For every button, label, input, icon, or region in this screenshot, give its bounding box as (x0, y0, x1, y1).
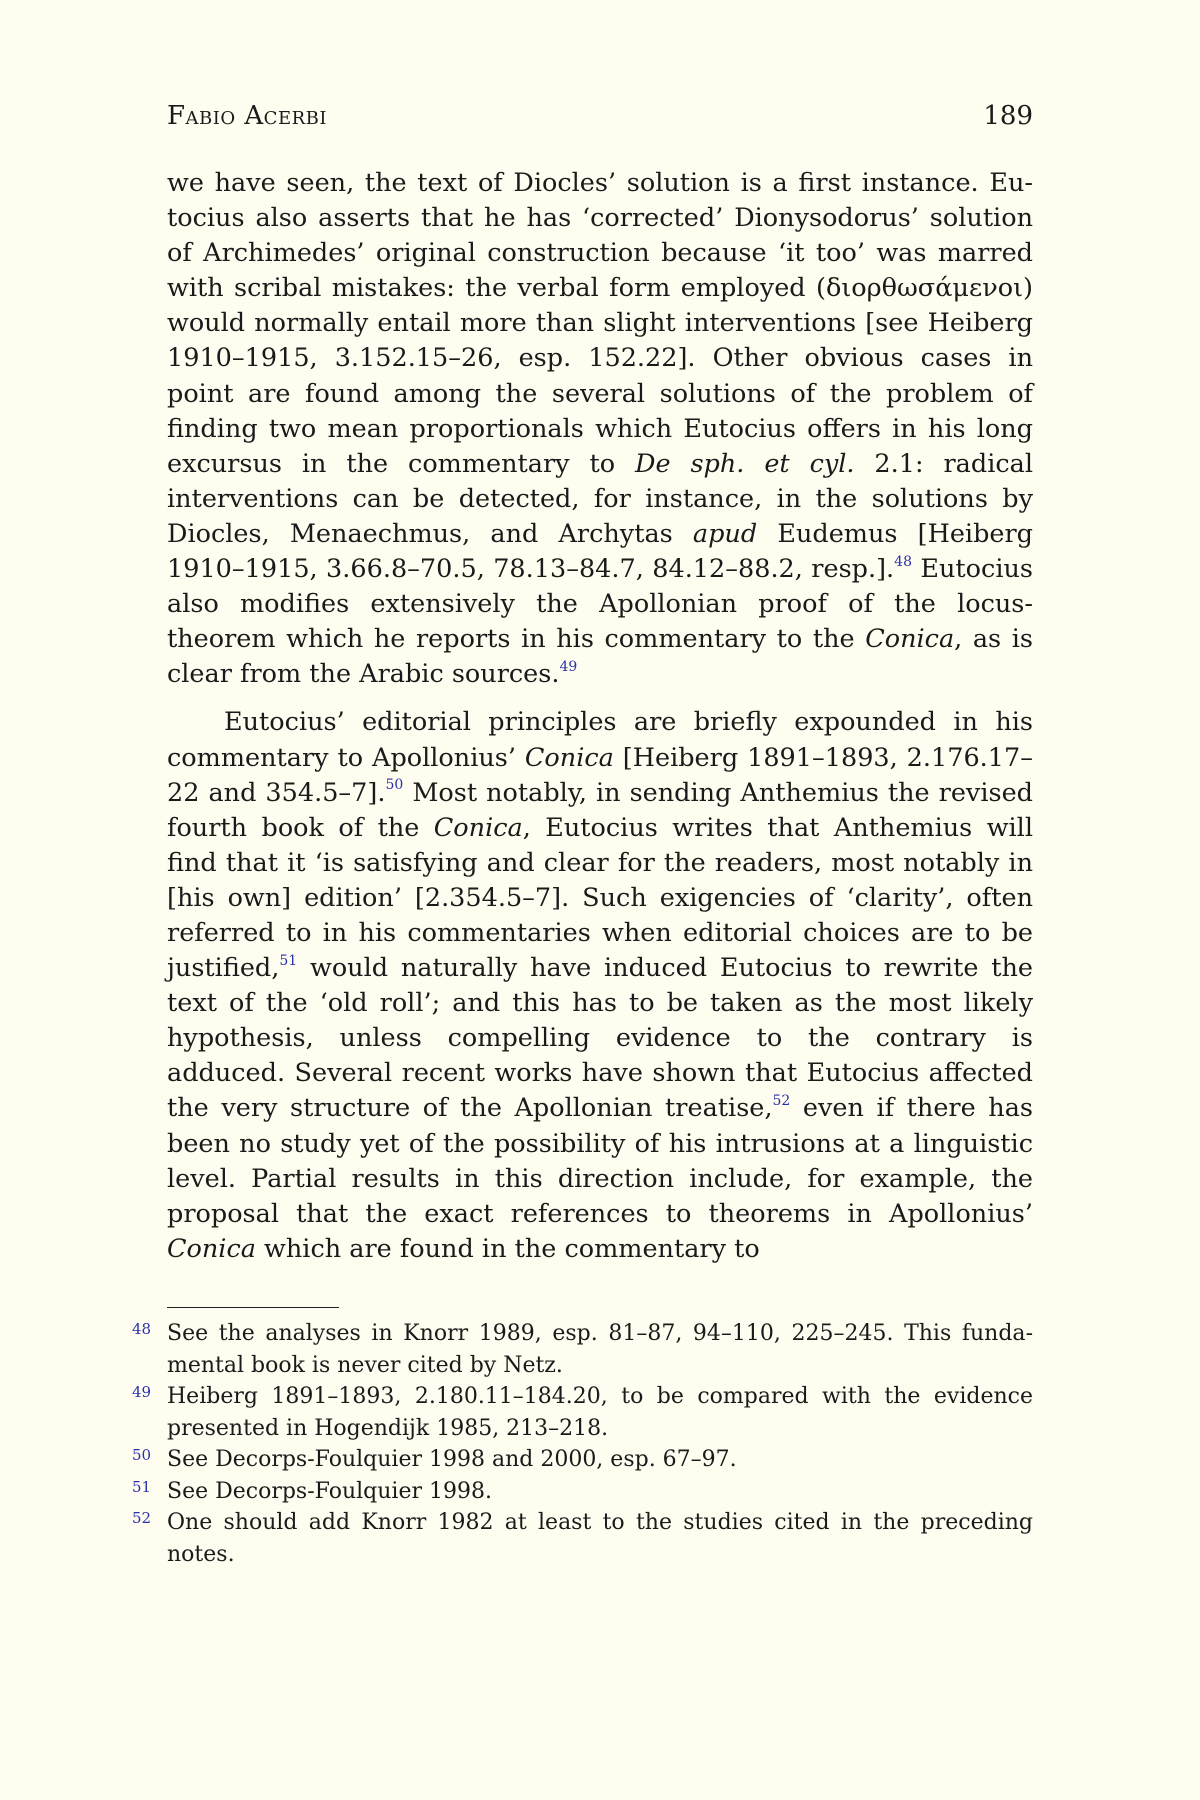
italic-text: apud (692, 518, 758, 549)
footnote-reference[interactable]: 52 (772, 1092, 791, 1109)
paragraph (167, 166, 1033, 692)
footnote-list (132, 1318, 1033, 1570)
text-segment: 2.1: radical interventions can be detected, for instance, in the solutions by Diocles, Menaechmus, and Archytas (167, 448, 1033, 549)
italic-text: Conica (524, 742, 614, 773)
text-segment: would naturally have induced Eutocius to rewrite the text of the ‘old roll’; and this has to be taken as the most likely hypothesis, unless compelling evidence to the contrary is adduced. Several recent works have shown that Eutocius affected the very structure of the Apollonian treatise, (167, 953, 1033, 1124)
footnote-reference[interactable]: 49 (559, 658, 578, 675)
italic-text: De sph. et cyl. (635, 448, 855, 479)
text-segment: which are found in the commentary to (255, 1233, 760, 1264)
footnote-number: 50 (132, 1446, 152, 1464)
running-head (167, 96, 1033, 136)
footnote-reference[interactable]: 48 (894, 553, 912, 570)
footnote (132, 1476, 1033, 1508)
footnote-number: 48 (132, 1320, 152, 1338)
footnote-reference[interactable]: 50 (385, 777, 404, 794)
footnote-text: See Decorps-Foulquier 1998 and 2000, esp. 67–97. (167, 1447, 737, 1472)
text-segment: , Eutocius writes that Anthemius will find that it ‘is satisfying and clear for the readers, most notably in [his own] edition’ [2.354.5–7]. Such exigencies of ‘clarity’, often referred to in his commentaries when editorial choices are to be justified, (167, 812, 1033, 984)
main-text (167, 166, 1033, 1267)
footnote-rule (167, 1307, 339, 1308)
footnotes-section (132, 1307, 1033, 1570)
footnote-text: See Decorps-Foulquier 1998. (167, 1478, 492, 1504)
italic-text: Conica (433, 812, 523, 843)
text-segment: , as is clear from the Arabic sources. (167, 624, 1033, 690)
footnote-number: 51 (132, 1477, 152, 1496)
footnote-reference[interactable]: 51 (279, 952, 298, 969)
text-segment: Most notably, in sending Anthemius the revised fourth book of the (167, 777, 1033, 843)
text-segment: Eutocius’ editorial principles are briefly expounded in his commentary to Apollonius’ (167, 707, 1033, 773)
footnote-text: One should add Knorr 1982 at least to the studies cited in the preceding notes. (167, 1510, 1033, 1567)
footnote (132, 1318, 1033, 1381)
text-segment: even if there has been no study yet of the possibility of his intrusions at a linguistic level. Partial results in this direction include, for example, the proposal that the exact references to theorems in Apollonius’ (167, 1093, 1034, 1229)
text-segment: Eudemus [Heiberg 1910–1915, 3.66.8–70.5, 78.13–84.7, 84.12–88.2, resp.]. (167, 518, 1033, 585)
text-segment: Eutocius also modifies extensively the Apollonian proof of the locus-theorem which he reports in his commentary to the (167, 554, 1033, 655)
paragraph (167, 705, 1033, 1267)
italic-text: Conica (167, 1233, 256, 1264)
footnote-number: 49 (132, 1383, 152, 1401)
footnote-text: Heiberg 1891–1893, 2.180.11–184.20, to be compared with the evidence presented in Hogendijk 1985, 213–218. (167, 1384, 1033, 1441)
footnote-number: 52 (132, 1509, 152, 1527)
footnote (132, 1507, 1033, 1570)
running-head-author: Fabio Acerbi (167, 101, 327, 131)
footnote-text: See the analyses in Knorr 1989, esp. 81–87, 94–110, 225–245. This fundamental book is never cited by Netz. (167, 1321, 1033, 1378)
page-body (167, 96, 1033, 1267)
italic-text: Conica (865, 624, 955, 655)
footnote (132, 1381, 1033, 1444)
footnote (132, 1444, 1033, 1476)
page-number: 189 (983, 101, 1033, 131)
text-segment: we have seen, the text of Diocles’ solution is a first instance. Eutocius also asserts that he has ‘corrected’ Dionysodorus’ solution of Archimedes’ original construction because ‘it too’ was marred with scribal mistakes: the verbal form employed (διορθωσάμενοι) would normally entail more than slight interventions [see Heiberg 1910–1915, 3.152.15–26, esp. 152.22]. Other obvious cases in point are found among the several solutions of the problem of finding two mean proportionals which Eutocius offers in his long excursus in the commentary to (167, 168, 1033, 479)
text-segment: [Heiberg 1891–1893, 2.176.17–22 and 354.5–7]. (167, 742, 1033, 808)
